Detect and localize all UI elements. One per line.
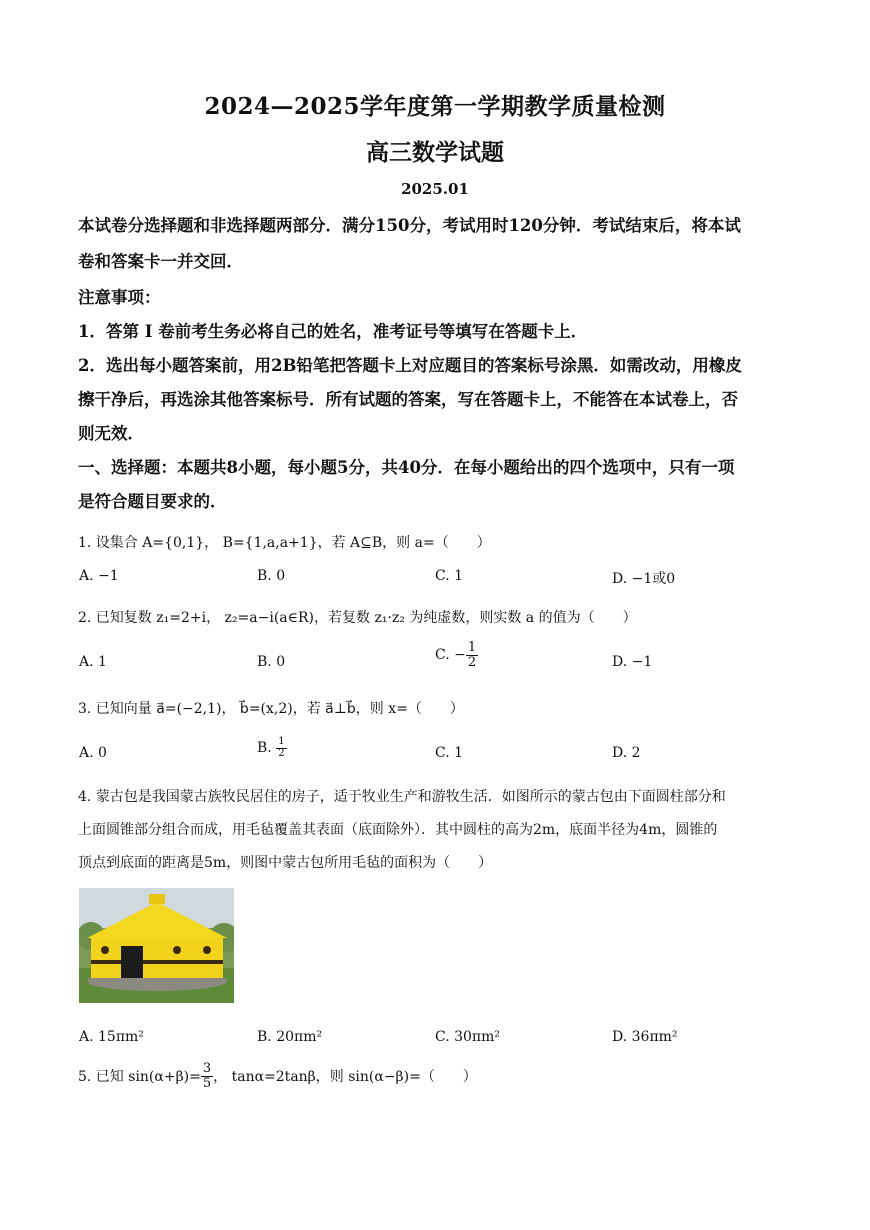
exam-date: 2025.01 bbox=[401, 180, 469, 198]
fraction-denominator: 2 bbox=[278, 747, 285, 759]
question-1-option-b: B. 0 bbox=[257, 568, 286, 584]
exam-subtitle: 高三数学试题 bbox=[366, 139, 504, 166]
yurt-door bbox=[121, 946, 143, 978]
yurt-band bbox=[91, 960, 223, 964]
exam-title: 2024—2025学年度第一学期教学质量检测 bbox=[204, 93, 666, 120]
yurt-emblem-2 bbox=[173, 946, 181, 954]
question-4-option-b: B. 20πm² bbox=[257, 1029, 323, 1045]
yurt-crown bbox=[149, 894, 165, 904]
fraction-denominator: 5 bbox=[202, 1075, 212, 1091]
question-4-stem-line-1: 4. 蒙古包是我国蒙古族牧民居住的房子，适于牧业生产和游牧生活．如图所示的蒙古包由下面圆柱部分和 bbox=[78, 789, 726, 805]
question-2-stem: 2. 已知复数 z₁=2+i， z₂=a−i(a∈R)，若复数 z₁·z₂ 为纯虚数，则实数 a 的值为（ ） bbox=[78, 610, 637, 626]
question-2-option-b: B. 0 bbox=[257, 654, 286, 670]
question-2-option-c-fraction bbox=[466, 641, 478, 669]
question-4-stem-line-3: 顶点到底面的距离是5m，则图中蒙古包所用毛毡的面积为（ ） bbox=[78, 855, 493, 871]
intro-line-1: 本试卷分选择题和非选择题两部分．满分150分，考试用时120分钟．考试结束后，将本试 bbox=[78, 216, 741, 235]
notice-item-2-line-2: 擦干净后，再选涂其他答案标号．所有试题的答案，写在答题卡上，不能答在本试卷上，否 bbox=[78, 390, 738, 409]
question-3-option-b-fraction bbox=[276, 737, 286, 759]
fraction-numerator: 3 bbox=[202, 1061, 212, 1076]
notice-item-2-line-1: 2．选出每小题答案前，用2B铅笔把答题卡上对应题目的答案标号涂黑．如需改动，用橡皮 bbox=[78, 356, 742, 375]
question-4-option-a: A. 15πm² bbox=[79, 1029, 144, 1045]
question-3-option-b bbox=[257, 737, 287, 759]
yurt-emblem-1 bbox=[101, 946, 109, 954]
notice-item-1: 1．答第 I 卷前考生务必将自己的姓名，准考证号等填写在答题卡上． bbox=[78, 322, 588, 341]
section-heading-line-2: 是符合题目要求的． bbox=[78, 492, 227, 511]
question-3-option-a: A. 0 bbox=[79, 745, 107, 761]
question-4-option-c: C. 30πm² bbox=[435, 1029, 501, 1045]
question-5-stem-suffix: ， tanα=2tanβ，则 sin(α−β)=（ ） bbox=[213, 1069, 477, 1086]
question-1-option-a: A. −1 bbox=[79, 568, 119, 584]
question-4-option-d: D. 36πm² bbox=[612, 1029, 678, 1045]
fraction-denominator: 2 bbox=[467, 654, 477, 670]
question-5-stem bbox=[78, 1062, 477, 1090]
intro-line-2: 卷和答案卡一并交回． bbox=[78, 252, 243, 271]
question-4-stem-line-2: 上面圆锥部分组合而成，用毛毡覆盖其表面（底面除外）．其中圆柱的高为2m，底面半径为4m，圆锥的 bbox=[78, 822, 718, 838]
yurt-photo bbox=[79, 888, 234, 1003]
yurt-illustration bbox=[79, 888, 234, 1003]
question-3-option-c: C. 1 bbox=[435, 745, 464, 761]
question-1-option-d: D. −1或0 bbox=[612, 571, 676, 587]
question-2-option-d: D. −1 bbox=[612, 654, 653, 670]
question-2-option-c-prefix: C. − bbox=[435, 647, 466, 664]
question-1-stem: 1. 设集合 A={0,1}， B={1,a,a+1}，若 A⊆B，则 a=（ ） bbox=[78, 535, 491, 551]
question-3-option-d: D. 2 bbox=[612, 745, 641, 761]
question-5-stem-prefix: 5. 已知 sin(α+β)= bbox=[78, 1069, 201, 1086]
notice-title: 注意事项： bbox=[78, 288, 161, 307]
question-2-option-a: A. 1 bbox=[79, 654, 107, 670]
fraction-numerator: 1 bbox=[467, 640, 477, 655]
yurt-wall bbox=[91, 936, 223, 978]
section-heading-line-1: 一、选择题：本题共8小题，每小题5分，共40分．在每小题给出的四个选项中，只有一项 bbox=[78, 458, 735, 477]
notice-item-2-line-3: 则无效． bbox=[78, 424, 144, 443]
question-5-fraction bbox=[201, 1062, 213, 1090]
question-3-option-b-prefix: B. bbox=[257, 740, 277, 756]
question-2-option-c bbox=[435, 641, 478, 669]
question-1-option-c: C. 1 bbox=[435, 568, 464, 584]
fraction-numerator: 1 bbox=[278, 736, 285, 747]
yurt-emblem-3 bbox=[203, 946, 211, 954]
question-3-stem: 3. 已知向量 a⃗=(−2,1)， b⃗=(x,2)，若 a⃗⊥b⃗，则 x=（ ） bbox=[78, 701, 464, 717]
